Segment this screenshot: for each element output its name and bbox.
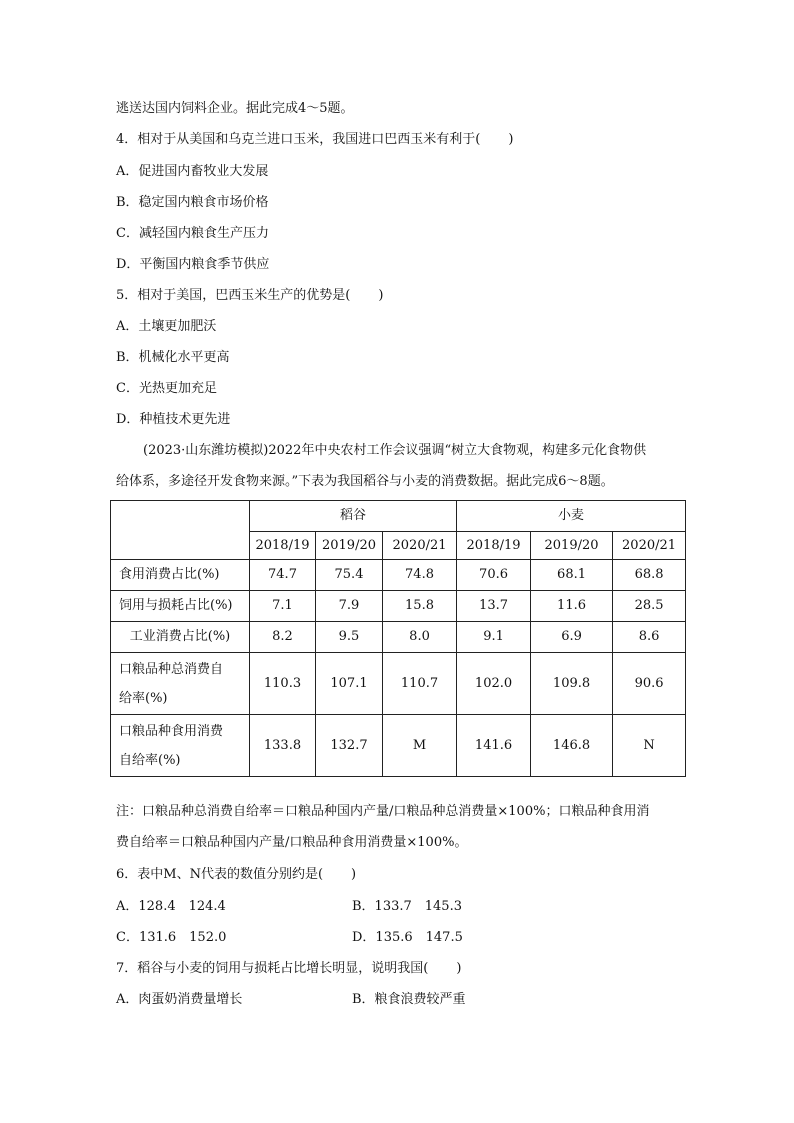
table-cell: 13.7 <box>457 591 531 622</box>
q5-option-a: A．土壤更加肥沃 <box>116 319 217 334</box>
row-label: 饲用与损耗占比(%) <box>111 591 250 622</box>
row-label: 食用消费占比(%) <box>111 560 250 591</box>
material-line-1: (2023·山东潍坊模拟)2022年中央农村工作会议强调“树立大食物观，构建多元化食物供 <box>143 443 647 458</box>
table-cell: 11.6 <box>531 591 613 622</box>
table-cell: 102.0 <box>457 653 531 715</box>
question-7: 7．稻谷与小麦的饲用与损耗占比增长明显，说明我国( ) <box>116 961 462 976</box>
table-cell: 6.9 <box>531 622 613 653</box>
table-cell: 68.8 <box>613 560 686 591</box>
question-6: 6．表中M、N代表的数值分别约是( ) <box>116 867 357 882</box>
table-cell: 8.0 <box>383 622 457 653</box>
table-cell: 7.9 <box>316 591 383 622</box>
year-header: 2020/21 <box>613 532 686 560</box>
q4-option-b: B．稳定国内粮食市场价格 <box>116 195 269 210</box>
table-row <box>111 622 686 653</box>
question-4: 4．相对于从美国和乌克兰进口玉米，我国进口巴西玉米有利于( ) <box>116 132 514 147</box>
q7-option-a: A．肉蛋奶消费量增长 <box>116 992 243 1007</box>
table-row <box>111 591 686 622</box>
q4-option-c: C．减轻国内粮食生产压力 <box>116 226 269 241</box>
table-cell: 7.1 <box>250 591 316 622</box>
table-cell: 8.6 <box>613 622 686 653</box>
table-corner-cell <box>111 501 250 560</box>
year-header: 2020/21 <box>383 532 457 560</box>
row-label: 口粮品种食用消费 自给率(%) <box>111 715 250 777</box>
table-cell: 90.6 <box>613 653 686 715</box>
q7-option-b: B．粮食浪费较严重 <box>352 992 466 1007</box>
table-cell: 9.5 <box>316 622 383 653</box>
table-cell: 132.7 <box>316 715 383 777</box>
table-cell: N <box>613 715 686 777</box>
q4-option-d: D．平衡国内粮食季节供应 <box>116 257 270 272</box>
q5-option-d: D．种植技术更先进 <box>116 412 231 427</box>
q6-option-c: C．131.6 152.0 <box>116 930 227 945</box>
table-cell: 9.1 <box>457 622 531 653</box>
table-cell: 75.4 <box>316 560 383 591</box>
table-cell: 146.8 <box>531 715 613 777</box>
table-cell: 70.6 <box>457 560 531 591</box>
table-cell: 107.1 <box>316 653 383 715</box>
row-label: 工业消费占比(%) <box>111 622 250 653</box>
question-7-stem: 7．稻谷与小麦的饲用与损耗占比增长明显，说明我国( <box>116 961 429 976</box>
note-line-1: 注：口粮品种总消费自给率＝口粮品种国内产量/口粮品种总消费量×100%；口粮品种食用消 <box>116 804 650 819</box>
table-row <box>111 560 686 591</box>
question-5-stem: 5．相对于美国，巴西玉米生产的优势是( <box>116 288 351 303</box>
q6-option-b: B．133.7 145.3 <box>352 899 462 914</box>
intro-tail: 逃送达国内饲料企业。据此完成4～5题。 <box>116 101 354 116</box>
q6-option-a: A．128.4 124.4 <box>116 899 226 914</box>
table-cell: 109.8 <box>531 653 613 715</box>
note-line-2: 费自给率＝口粮品种国内产量/口粮品种食用消费量×100%。 <box>116 835 468 850</box>
material-line-2: 给体系，多途径开发食物来源。”下表为我国稻谷与小麦的消费数据。据此完成6～8题。 <box>116 474 614 489</box>
table-cell: 133.8 <box>250 715 316 777</box>
consumption-table <box>110 500 686 777</box>
table-cell: 28.5 <box>613 591 686 622</box>
table-cell: 15.8 <box>383 591 457 622</box>
q5-option-b: B．机械化水平更高 <box>116 350 230 365</box>
table-row <box>111 653 686 715</box>
year-header: 2019/20 <box>531 532 613 560</box>
group-header-rice: 稻谷 <box>250 501 457 532</box>
q5-option-c: C．光热更加充足 <box>116 381 217 396</box>
question-4-stem: 4．相对于从美国和乌克兰进口玉米，我国进口巴西玉米有利于( <box>116 132 481 147</box>
table-cell: 68.1 <box>531 560 613 591</box>
question-6-stem: 6．表中M、N代表的数值分别约是( <box>116 867 324 882</box>
table-row <box>111 715 686 777</box>
question-5: 5．相对于美国，巴西玉米生产的优势是( ) <box>116 288 384 303</box>
year-header: 2018/19 <box>457 532 531 560</box>
table-cell: 110.3 <box>250 653 316 715</box>
row-label: 口粮品种总消费自 给率(%) <box>111 653 250 715</box>
table-cell: M <box>383 715 457 777</box>
q4-option-a: A．促进国内畜牧业大发展 <box>116 164 269 179</box>
table-cell: 110.7 <box>383 653 457 715</box>
table-cell: 74.7 <box>250 560 316 591</box>
q6-option-d: D．135.6 147.5 <box>352 930 463 945</box>
year-header: 2019/20 <box>316 532 383 560</box>
table-cell: 74.8 <box>383 560 457 591</box>
year-header: 2018/19 <box>250 532 316 560</box>
group-header-wheat: 小麦 <box>457 501 686 532</box>
table-cell: 8.2 <box>250 622 316 653</box>
table-cell: 141.6 <box>457 715 531 777</box>
